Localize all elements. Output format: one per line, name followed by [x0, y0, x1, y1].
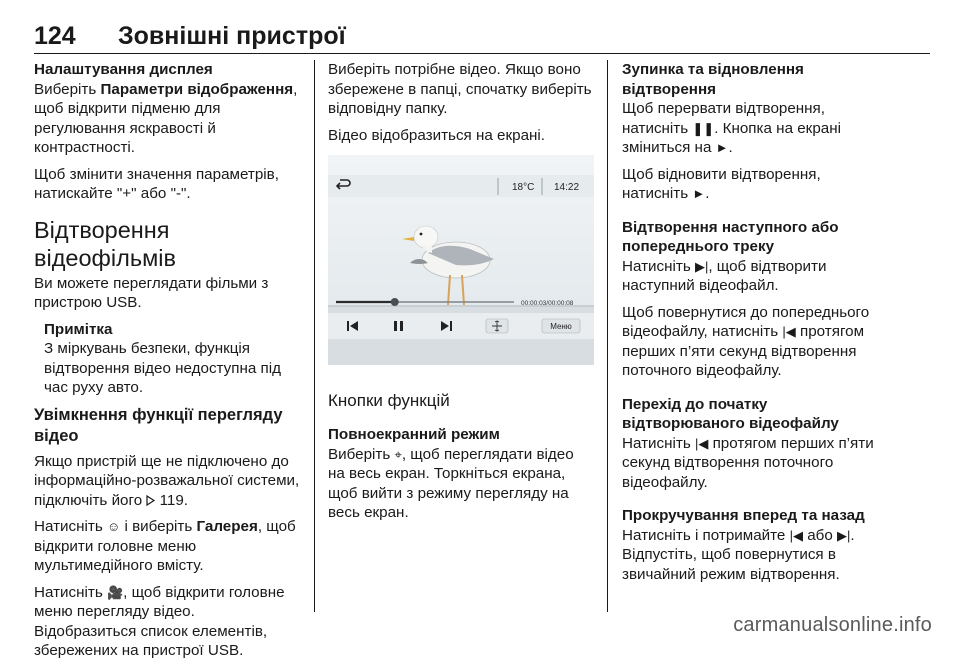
previous-track-icon: |◀	[789, 527, 803, 543]
next-track-icon: ▶|	[837, 527, 851, 543]
pause-icon: ❚❚	[692, 120, 715, 136]
column-divider-2	[607, 60, 608, 612]
stop-resume-heading: Зупинка та відновлення відтворення	[622, 61, 804, 98]
fullscreen-button[interactable]	[486, 319, 508, 333]
previous-track-icon: |◀	[782, 324, 796, 339]
fullscreen-heading: Повноекранний режим	[328, 426, 500, 443]
activate-paragraph-1: Якщо пристрій ще не підключено до інформаційно-розважальної системи, підключіть його 119.	[34, 452, 300, 509]
next-previous-paragraph-1: Натисніть ▶|, щоб відтворити наступний відеофайл.	[622, 257, 827, 294]
page-header	[34, 14, 930, 54]
play-icon: ►	[715, 140, 729, 155]
chapter-title: Зовнішні пристрої	[118, 22, 346, 50]
stop-resume-paragraph-1: Щоб перервати відтворення, натисніть ❚❚. Кнопка на екрані зміниться на ►.	[622, 100, 841, 156]
screen-timecode: 00:00:03/00:00:08	[521, 300, 574, 307]
note-title: Примітка	[44, 320, 113, 338]
fast-forward-rewind-paragraph-1: Натисніть і потримайте |◀ або ▶|.	[622, 526, 855, 544]
display-settings-paragraph-1: Виберіть Параметри відображення, щоб відкрити підменю для регулювання яскравості й контрастності.	[34, 80, 298, 156]
next-previous-heading: Відтворення наступного або попереднього треку	[622, 218, 839, 255]
gallery-menu-link: Галерея	[196, 518, 258, 535]
column-divider-1	[314, 60, 315, 612]
fullscreen-icon: ⌖	[394, 446, 402, 462]
video-shown-paragraph: Відео відобразиться на екрані.	[328, 126, 546, 144]
video-playback-heading: Відтворення відеофільмів	[34, 216, 176, 271]
jump-to-start-paragraph: Натисніть |◀ протягом перших п’яти секунд відтворення поточного відеофайлу.	[622, 434, 874, 491]
activate-video-heading: Увімкнення функції перегляду відео	[34, 405, 283, 445]
progress-handle[interactable]	[391, 298, 399, 306]
fast-forward-rewind-heading: Прокручування вперед та назад	[622, 507, 865, 524]
select-video-paragraph: Виберіть потрібне відео. Якщо воно збережене в папці, спочатку виберіть відповідну папку.	[328, 61, 592, 117]
display-settings-menu-link: Параметри відображення	[100, 80, 294, 98]
next-previous-paragraph-2: Щоб повернутися до попереднього відеофайлу, натисніть |◀ протягом перших п’яти секунд відтворення поточного відеофайлу.	[622, 303, 870, 379]
column-2	[328, 60, 594, 530]
note-block	[34, 320, 300, 398]
display-settings-paragraph-2: Щоб змінити значення параметрів, натискайте "+" або "-".	[34, 165, 279, 202]
column-3	[622, 60, 890, 591]
next-track-icon: ▶|	[694, 258, 709, 274]
activate-paragraph-2: Натисніть ☺ і виберіть Галерея, щоб відкрити головне меню мультимедійного вмісту.	[34, 518, 296, 574]
display-settings-heading: Налаштування дисплея	[34, 61, 213, 78]
video-player-screenshot	[328, 155, 594, 365]
activate-paragraph-3: Натисніть 🎥, щоб відкрити головне меню перегляду відео. Відобразиться список елементів, збережених на пристрої USB.	[34, 583, 285, 659]
watermark: carmanualsonline.info	[733, 614, 932, 636]
page-number: 124	[34, 22, 76, 50]
previous-track-icon: |◀	[694, 435, 709, 451]
screen-clock: 14:22	[554, 182, 580, 193]
screen-temperature: 18°C	[512, 182, 535, 193]
video-playback-paragraph: Ви можете переглядати фільми з пристрою USB.	[34, 274, 269, 311]
jump-to-start-heading: Перехід до початку відтворюваного відеофайлу	[622, 395, 839, 432]
menu-button-label: Меню	[550, 322, 572, 331]
column-1	[34, 60, 300, 668]
stop-resume-paragraph-2: Щоб відновити відтворення, натисніть ►.	[622, 165, 821, 202]
fullscreen-paragraph: Виберіть ⌖, щоб переглядати відео на весь екран. Торкніться екрана, щоб вийти з режиму перегляду на весь екран.	[328, 445, 574, 521]
menu-button[interactable]	[542, 319, 580, 333]
fast-forward-rewind-paragraph-2: Відпустіть, щоб повернутися в звичайний режим відтворення.	[622, 546, 840, 583]
function-buttons-heading: Кнопки функцій	[328, 391, 450, 410]
play-icon: ►	[692, 186, 706, 201]
home-icon: ☺	[106, 519, 121, 534]
video-camera-icon: 🎥	[106, 584, 124, 600]
note-text: З міркувань безпеки, функція відтворення відео недоступна під час руху авто.	[44, 340, 281, 396]
